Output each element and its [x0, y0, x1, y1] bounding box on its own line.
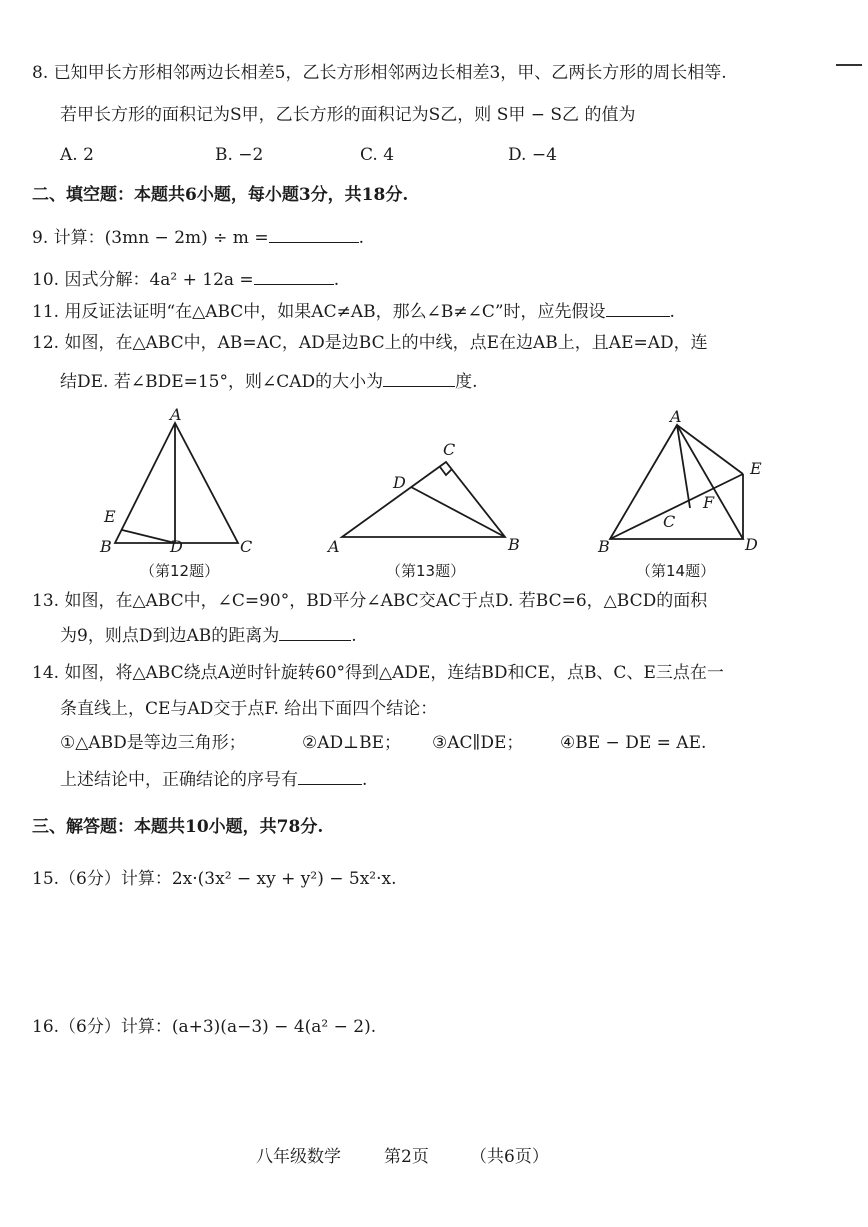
fig14-label-f: F: [703, 493, 715, 512]
fig12-label-d: D: [170, 537, 183, 556]
corner-mark: [836, 64, 862, 66]
q8-option-c: C. 4: [360, 145, 395, 165]
fig14-label-b: B: [598, 537, 610, 556]
figure-12: [99, 405, 252, 556]
footer-total-pages: （共6页）: [470, 1147, 549, 1167]
figure-13: [326, 440, 520, 556]
q12-answer-blank: [383, 370, 455, 387]
q14-conclusion-2: ②AD⊥BE；: [302, 733, 402, 753]
q15: 15.（6分）计算：2x·(3x² − xy + y²) − 5x²·x.: [32, 869, 397, 889]
fig12-label-b: B: [100, 537, 112, 556]
q14-line4: 上述结论中，正确结论的序号有 .: [60, 770, 368, 790]
q9-text: 9. 计算：(3mn − 2m) ÷ m =: [32, 228, 269, 248]
figures-row: [0, 400, 868, 585]
fig13-bisector-bd: [411, 487, 505, 537]
q8-option-b: B. −2: [215, 145, 264, 165]
fig13-triangle-abc: [342, 462, 505, 537]
fig13-label-c: C: [443, 440, 456, 459]
fig12-label-e: E: [104, 507, 116, 526]
fig13-label-d: D: [393, 473, 406, 492]
q13-line2: 为9，则点D到边AB的距离为 .: [60, 626, 357, 646]
q14-answer-blank: [298, 768, 362, 785]
q8-option-d: D. −4: [508, 145, 557, 165]
fig13-label-b: B: [508, 535, 520, 554]
fig14-triangle-abd: [610, 425, 743, 539]
q14-conclusion-3: ③AC∥DE；: [432, 733, 524, 753]
fig14-label-e: E: [750, 459, 762, 478]
q12-line1: 12. 如图，在△ABC中，AB=AC，AD是边BC上的中线，点E在边AB上，且AE=AD，连: [32, 333, 708, 353]
q11-answer-blank: [606, 300, 670, 317]
fig12-triangle-abc: [115, 423, 238, 543]
q10-answer-blank: [254, 268, 334, 285]
q8-option-a: A. 2: [60, 145, 94, 165]
q14-conclusion-1: ①△ABD是等边三角形；: [60, 733, 246, 753]
footer-page-number: 第2页: [384, 1147, 429, 1167]
q14-conclusion-4: ④BE − DE = AE.: [560, 733, 707, 753]
q13-answer-blank: [279, 624, 351, 641]
fig14-label-d: D: [745, 535, 758, 554]
fig12-caption: （第12题）: [140, 562, 220, 580]
fig12-label-c: C: [240, 537, 253, 556]
q11-text: 11. 用反证法证明“在△ABC中，如果AC≠AB，那么∠B≠∠C”时，应先假设: [32, 302, 606, 322]
q8-line1: 8. 已知甲长方形相邻两边长相差5，乙长方形相邻两边长相差3，甲、乙两长方形的周长相等.: [32, 63, 727, 83]
q12-line2: 结DE. 若∠BDE=15°，则∠CAD的大小为 度.: [60, 372, 478, 392]
q10: 10. 因式分解：4a² + 12a = .: [32, 270, 340, 290]
fig14-caption: （第14题）: [636, 562, 716, 580]
section2-title: 二、填空题：本题共6小题，每小题3分，共18分.: [32, 185, 409, 205]
q8-line2: 若甲长方形的面积记为S甲，乙长方形的面积记为S乙，则 S甲 − S乙 的值为: [60, 105, 636, 125]
q13-line1: 13. 如图，在△ABC中，∠C=90°，BD平分∠ABC交AC于点D. 若BC=6，△BCD的面积: [32, 591, 708, 611]
fig12-segment-de: [122, 530, 175, 543]
fig12-label-a: A: [170, 405, 182, 424]
section3-title: 三、解答题：本题共10小题，共78分.: [32, 817, 324, 837]
q16: 16.（6分）计算：(a+3)(a−3) − 4(a² − 2).: [32, 1017, 377, 1037]
q11: 11. 用反证法证明“在△ABC中，如果AC≠AB，那么∠B≠∠C”时，应先假设 .: [32, 302, 675, 322]
q14-line1: 14. 如图，将△ABC绕点A逆时针旋转60°得到△ADE，连结BD和CE，点B、C、E三点在一: [32, 663, 724, 683]
q10-text: 10. 因式分解：4a² + 12a =: [32, 270, 254, 290]
fig14-segment-ae: [677, 425, 743, 474]
fig13-caption: （第13题）: [386, 562, 466, 580]
q9: 9. 计算：(3mn − 2m) ÷ m = .: [32, 228, 364, 248]
fig14-label-c: C: [663, 512, 676, 531]
figure-14: [597, 407, 762, 556]
fig13-label-a: A: [328, 537, 340, 556]
q9-answer-blank: [269, 226, 359, 243]
footer-subject: 八年级数学: [256, 1147, 341, 1167]
fig14-label-a: A: [670, 407, 682, 426]
q14-line2: 条直线上，CE与AD交于点F. 给出下面四个结论：: [60, 699, 438, 719]
